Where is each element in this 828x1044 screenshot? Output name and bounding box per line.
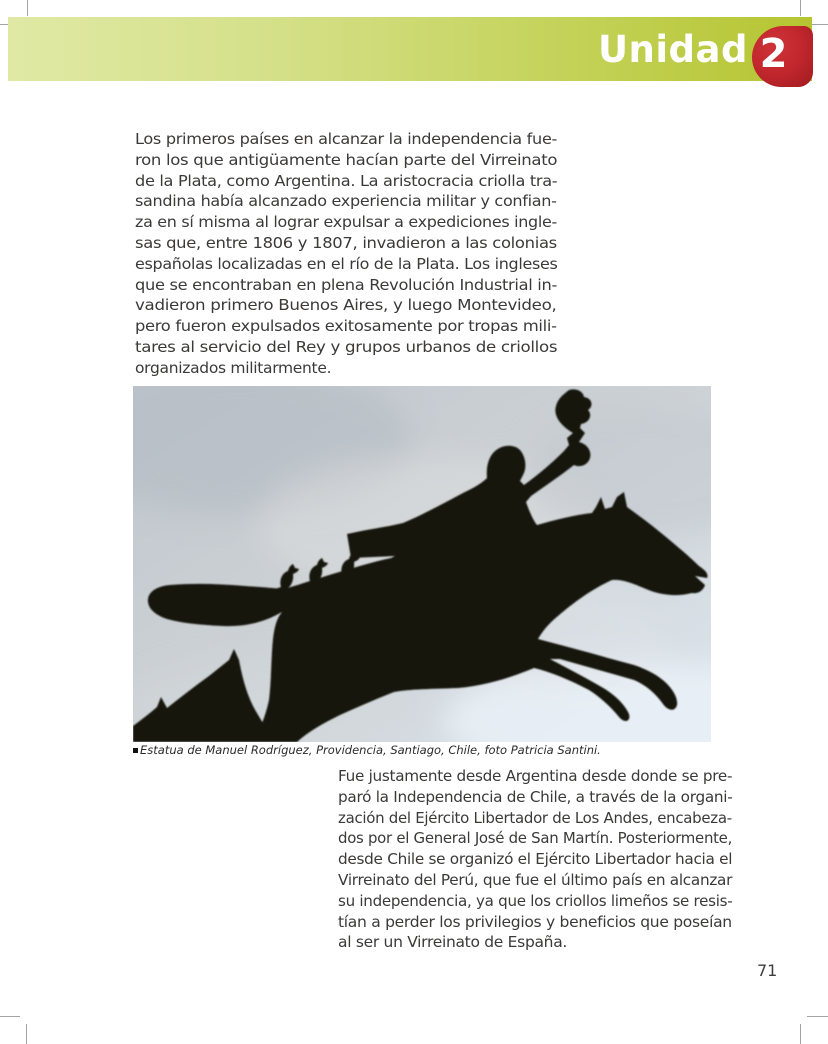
unit-number-badge xyxy=(752,26,813,87)
text-line: ron los que antigüamente hacían parte del Virreinato xyxy=(135,150,558,169)
unit-number: 2 xyxy=(759,31,788,77)
paragraph-independence-rio-plata xyxy=(135,129,557,379)
caption-text: Estatua de Manuel Rodríguez, Providencia, Santiago, Chile, foto Patricia Santini. xyxy=(140,743,601,757)
caption-bullet-square xyxy=(133,748,138,753)
text-line: tares al servicio del Rey y grupos urbanos de criollos xyxy=(135,337,558,356)
crop-mark-bottom-right-v xyxy=(800,1024,801,1044)
text-line: organizados militarmente. xyxy=(135,358,332,377)
paragraph-independence-chile xyxy=(338,766,732,953)
crop-mark-top-right-v xyxy=(800,0,801,16)
text-line: sas que, entre 1806 y 1807, invadieron a las colonias xyxy=(135,233,557,252)
text-line: tían a perder los privilegios y beneficios que poseían xyxy=(338,912,732,931)
text-line: zación del Ejército Libertador de Los Andes, encabeza- xyxy=(338,808,732,827)
text-line: su independencia, ya que los criollos limeños se resis- xyxy=(338,891,733,910)
crop-mark-bottom-left-v xyxy=(26,1024,27,1044)
text-line: desde Chile se organizó el Ejército Libertador hacia el xyxy=(338,850,733,869)
text-line: paró la Independencia de Chile, a través de la organi- xyxy=(338,787,733,806)
statue-photo-graphic xyxy=(133,386,711,742)
crop-mark-bottom-right-h xyxy=(807,1016,828,1017)
text-line: pero fueron expulsados exitosamente por tropas mili- xyxy=(135,317,557,336)
text-line: Virreinato del Perú, que fue el último país en alcanzar xyxy=(338,870,733,889)
text-line: Los primeros países en alcanzar la independencia fue- xyxy=(135,130,558,148)
crop-mark-bottom-left-h xyxy=(0,1016,20,1017)
text-line: al ser un Virreinato de España. xyxy=(338,933,568,952)
text-line: dos por el General José de San Martín. Posteriormente, xyxy=(338,829,733,848)
text-line: sandina había alcanzado experiencia militar y confian- xyxy=(135,192,557,211)
crop-mark-top-left-v xyxy=(27,0,28,16)
photo-caption xyxy=(133,744,653,757)
statue-photo xyxy=(133,386,711,742)
text-line: Fue justamente desde Argentina desde donde se pre- xyxy=(338,767,733,785)
text-line: que se encontraban en plena Revolución Industrial in- xyxy=(135,275,557,294)
text-line: de la Plata, como Argentina. La aristocracia criolla tra- xyxy=(135,171,558,190)
unit-title: Unidad xyxy=(597,28,748,71)
text-line: españolas localizadas en el río de la Plata. Los ingleses xyxy=(135,254,558,273)
text-line: vadieron primero Buenos Aires, y luego Montevideo, xyxy=(135,296,557,315)
text-line: za en sí misma al lograr expulsar a expediciones ingle- xyxy=(135,213,557,232)
page-number: 71 xyxy=(757,961,778,980)
